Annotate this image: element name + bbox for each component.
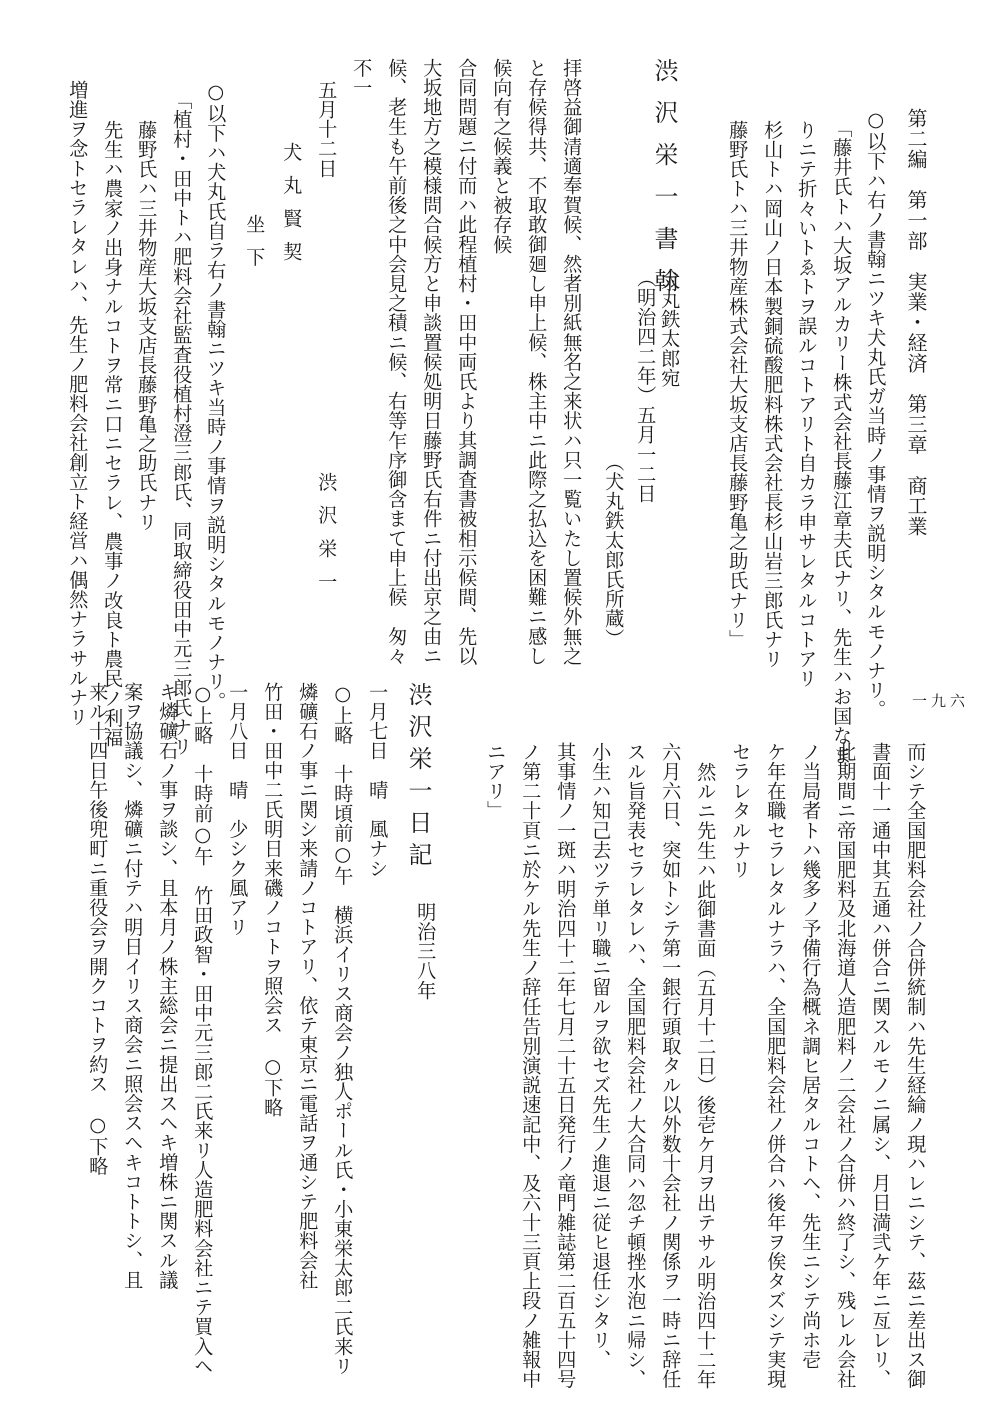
diary-line: ○上略 十時前○午 竹田政智・田中元三郎二氏来リ人造肥料会社ニテ買入ヘ	[191, 682, 215, 1376]
diary-line: 来ル十四日午後兜町ニ重役会ヲ開クコトヲ約ス ○下略	[86, 682, 110, 1176]
letter-title: 渋沢栄一書翰	[650, 58, 678, 310]
diary-title: 渋沢栄一日記	[404, 682, 432, 874]
intro-line: りニテ折々いトゑトヲ誤ルコトアリト自カラ申サレタルコトアリ	[795, 120, 819, 689]
continuation-line: ケ年在職セラレタルナラハ、全国肥料会社ノ併合ハ後年ヲ俟タズシテ実現	[764, 742, 788, 1389]
intro-line: 藤野氏トハ三井物産株式会社大坂支店長藤野亀之助氏ナリ」	[726, 120, 750, 650]
letter-source: （犬丸鉄太郎氏所蔵）	[602, 452, 626, 648]
letter-date-sign: 五月十二日	[315, 80, 339, 178]
letter-line: 不一	[350, 58, 374, 98]
diary-line: ○上略 十時頃前○午 横浜イリス商会ノ独人ポール氏・小東栄太郎二氏来リ	[331, 682, 355, 1376]
diary-line: キ燐礦石ノ事ヲ談シ、且本月ノ株主総会ニ提出スヘキ増株ニ関スル議	[156, 682, 180, 1290]
letter-line: 候、老生も午前後之中会見之積ニ候、右等乍序御含まて申上候 匆々	[385, 58, 409, 666]
continuation-line: 然ルニ先生ハ此御書面（五月十二日）後壱ケ月ヲ出テサル明治四十二年	[694, 762, 718, 1390]
continuation-line: ニアリ」	[484, 742, 508, 821]
note-line: 増進ヲ念トセラレタレハ、先生ノ肥料会社創立ト経営ハ偶然ナラサルナリ	[66, 80, 90, 727]
letter-recipient: 犬丸鉄太郎宛	[658, 270, 682, 388]
page-number: 一九六	[912, 692, 970, 710]
continuation-line: ノ第二十頁ニ於ケル先生ノ辞任告別演説速記中、及六十三頁上段ノ雑報中	[519, 742, 543, 1389]
note-line: 藤野氏ハ三井物産大坂支店長藤野亀之助氏ナリ	[135, 120, 159, 532]
letter-line: 合同問題ニ付而ハ此程植村・田中両氏より其調査書被相示候間、先以	[455, 58, 479, 666]
note-line: ○以下ハ犬丸氏自ラ右ノ書翰ニツキ当時ノ事情ヲ説明シタルモノナリ。	[204, 80, 228, 711]
continuation-line: セラレタルナリ	[729, 742, 753, 880]
diary-line: 一月八日 晴 少シク風アリ	[226, 682, 250, 937]
intro-line: 杉山トハ岡山ノ日本製銅硫酸肥料株式会社長杉山岩三郎氏ナリ	[761, 120, 785, 669]
letter-line: 大坂地方之模様問合候方と申談置候処明日藤野氏右件ニ付出京之由ニ	[420, 58, 444, 666]
diary-line: 竹田・田中二氏明日来磯ノコトヲ照会ス ○下略	[261, 682, 285, 1117]
intro-line: 「藤井氏トハ大坂アルカリー株式会社長藤江章夫氏ナリ、先生ハお国なま	[830, 118, 854, 765]
continuation-line: 小生ハ知己去ツテ単リ職ニ留ルヲ欲セズ先生ノ進退ニ従ヒ退任シタリ、	[589, 742, 613, 1370]
note-line: 「植村・田中トハ肥料会社監査役植村澄三郎氏、同取締役田中元三郎氏ナリ	[170, 90, 194, 757]
continuation-line: 書面十一通中其五通ハ併合ニ関スルモノニ属シ、月日満弐ケ年ニ亙レリ、	[869, 742, 893, 1389]
letter-line: 拝啓益御清適奉賀候、然者別紙無名之来状ハ只一覧いたし置候外無之	[560, 58, 584, 666]
continuation-line: スル旨発表セラレタレハ、全国肥料会社ノ大合同ハ忽チ頓挫水泡ニ帰シ、	[624, 742, 648, 1389]
continuation-line: 六月六日、突如トシテ第一銀行頭取タル以外数十会社ノ関係ヲ一時ニ辞任	[659, 742, 683, 1389]
letter-date: （明治四二年）五月一二日	[634, 268, 658, 504]
letter-honorific: 坐下	[243, 214, 267, 281]
continuation-line: 此期間ニ帝国肥料及北海道人造肥料ノ二会社ノ合併ハ終了シ、残レル会社	[834, 742, 858, 1389]
diary-year: 明治三八年	[414, 902, 438, 1000]
continuation-line: 而シテ全国肥料会社ノ合併統制ハ先生経綸ノ現ハレニシテ、茲ニ差出ス御	[904, 742, 928, 1389]
letter-line: 候向有之候義と被存候	[490, 58, 514, 254]
continuation-line: 其事情ノ一斑ハ明治四十二年七月二十五日発行ノ竜門雑誌第二百五十四号	[554, 742, 578, 1389]
running-title: 第二編 第一部 実業・経済 第三章 商工業	[904, 108, 928, 537]
continuation-line: ノ当局者トハ幾多ノ予備行為概ネ調ヒ居タルコトヘ、先生ニシテ尚ホ壱	[799, 742, 823, 1370]
diary-line: 燐礦石ノ事ニ関シ来請ノコトアリ、依テ東京ニ電話ヲ通シテ肥料会社	[296, 682, 320, 1290]
letter-signature: 渋沢栄一	[315, 472, 339, 605]
diary-line: 案ヲ協議シ、燐礦ニ付テハ明日イリス商会ニ照会スヘキコトトシ、且	[121, 682, 145, 1290]
letter-addressee: 犬丸賢契	[280, 142, 304, 275]
intro-line: ○以下ハ右ノ書翰ニツキ犬丸氏ガ当時ノ事情ヲ説明シタルモノナリ。	[864, 108, 888, 720]
note-line: 先生ハ農家ノ出身ナルコトヲ常ニ口ニセラレ、農事ノ改良ト農民ノ利福	[101, 120, 125, 748]
diary-line: 一月七日 晴 風ナシ	[366, 682, 390, 878]
letter-line: と存候得共、不取敢御廻し申上候、株主中ニ此際之払込を困難ニ感し	[525, 58, 549, 666]
